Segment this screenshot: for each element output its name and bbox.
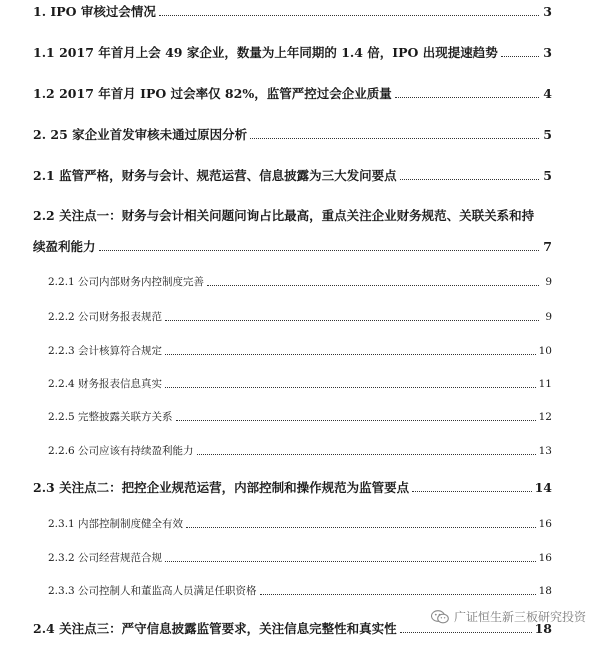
toc-entry-page: 13	[538, 445, 552, 457]
toc-entry-page: 18	[534, 621, 552, 636]
toc-entry-title: 2.1 监管严格，财务与会计、规范运营、信息披露为三大发问要点	[33, 169, 397, 183]
toc-entry-1[interactable]	[33, 5, 552, 19]
toc-leader-dots	[165, 354, 536, 355]
toc-entry-2-2-1[interactable]	[48, 275, 552, 289]
toc-entry-2[interactable]	[33, 128, 552, 142]
toc-entry-title: 2.2.2 公司财务报表规范	[48, 311, 163, 323]
toc-entry-page: 11	[538, 378, 552, 390]
toc-entry-title: 2.2.4 财务报表信息真实	[48, 378, 163, 390]
toc-entry-2-2-3[interactable]	[48, 344, 552, 358]
toc-leader-dots	[400, 632, 532, 633]
toc-entry-title: 2. 25 家企业首发审核未通过原因分析	[33, 128, 248, 142]
watermark	[431, 608, 586, 625]
toc-entry-page: 4	[543, 86, 552, 101]
toc-entry-page: 18	[538, 585, 552, 597]
toc-entry-page: 3	[543, 45, 552, 60]
watermark-text: 广证恒生新三板研究投资	[453, 610, 586, 624]
toc-entry-title: 2.3.2 公司经营规范合规	[48, 552, 163, 564]
toc-entry-page: 16	[538, 518, 552, 530]
toc-entry-page: 14	[534, 480, 552, 495]
toc-leader-dots	[395, 97, 539, 98]
toc-entry-2-2-2[interactable]	[48, 310, 552, 324]
toc-entry-page: 5	[543, 168, 552, 183]
toc-entry-page: 7	[543, 239, 552, 254]
toc-entry-page: 12	[538, 411, 552, 423]
toc-leader-dots	[501, 56, 539, 57]
toc-entry-title: 2.3.1 内部控制制度健全有效	[48, 518, 184, 530]
toc-entry-title: 1. IPO 审核过会情况	[33, 5, 156, 19]
toc-leader-dots	[250, 138, 539, 139]
toc-entry-page: 9	[545, 311, 552, 323]
wechat-icon	[431, 610, 449, 624]
toc-entry-title: 2.2.6 公司应该有持续盈利能力	[48, 445, 194, 457]
toc-entry-title: 2.3 关注点二：把控企业规范运营，内部控制和操作规范为监管要点	[33, 481, 410, 495]
toc-entry-title: 2.2.5 完整披露关联方关系	[48, 411, 173, 423]
toc-entry-title: 1.2 2017 年首月 IPO 过会率仅 82%，监管严控过会企业质量	[33, 87, 392, 101]
toc-entry-2-1[interactable]	[33, 169, 552, 183]
toc-leader-dots	[165, 387, 536, 388]
toc-entry-2-3-2[interactable]	[48, 551, 552, 565]
toc-leader-dots	[412, 491, 531, 492]
toc-entry-page: 5	[543, 127, 552, 142]
toc-entry-2-2-4[interactable]	[48, 377, 552, 391]
toc-entry-1-2[interactable]	[33, 87, 552, 101]
toc-entry-2-3[interactable]	[33, 481, 552, 495]
toc-entry-page: 10	[538, 345, 552, 357]
toc-leader-dots	[260, 594, 536, 595]
toc-entry-title-cont: 续盈利能力	[33, 240, 96, 254]
toc-entry-title: 1.1 2017 年首月上会 49 家企业，数量为上年同期的 1.4 倍，IPO 出现提速趋势	[33, 46, 498, 60]
toc-entry-title: 2.2 关注点一：财务与会计相关问题问询占比最高，重点关注企业财务规范、关联关系和持	[33, 208, 535, 223]
toc-entry-2-3-3[interactable]	[48, 584, 552, 598]
toc-entry-page: 16	[538, 552, 552, 564]
toc-entry-1-1[interactable]	[33, 46, 552, 60]
toc-leader-dots	[165, 561, 536, 562]
toc-entry-page: 3	[543, 4, 552, 19]
toc-leader-dots	[159, 15, 539, 16]
toc-leader-dots	[186, 527, 536, 528]
toc-entry-title: 2.4 关注点三：严守信息披露监管要求，关注信息完整性和真实性	[33, 622, 397, 636]
toc-entry-2-2-6[interactable]	[48, 444, 552, 458]
toc-entry-2-2-5[interactable]	[48, 410, 552, 424]
toc-entry-2-2-line1[interactable]	[33, 209, 552, 223]
toc-leader-dots	[176, 420, 536, 421]
toc-leader-dots	[197, 454, 536, 455]
toc-leader-dots	[400, 179, 539, 180]
toc-entry-2-2[interactable]	[33, 240, 552, 254]
toc-entry-title: 2.3.3 公司控制人和董监高人员满足任职资格	[48, 585, 257, 597]
toc-entry-title: 2.2.1 公司内部财务内控制度完善	[48, 276, 205, 288]
toc-leader-dots	[99, 250, 539, 251]
toc-entry-page: 9	[545, 276, 552, 288]
toc-leader-dots	[207, 285, 539, 286]
toc-entry-2-3-1[interactable]	[48, 517, 552, 531]
toc-leader-dots	[165, 320, 539, 321]
toc-entry-title: 2.2.3 会计核算符合规定	[48, 345, 163, 357]
